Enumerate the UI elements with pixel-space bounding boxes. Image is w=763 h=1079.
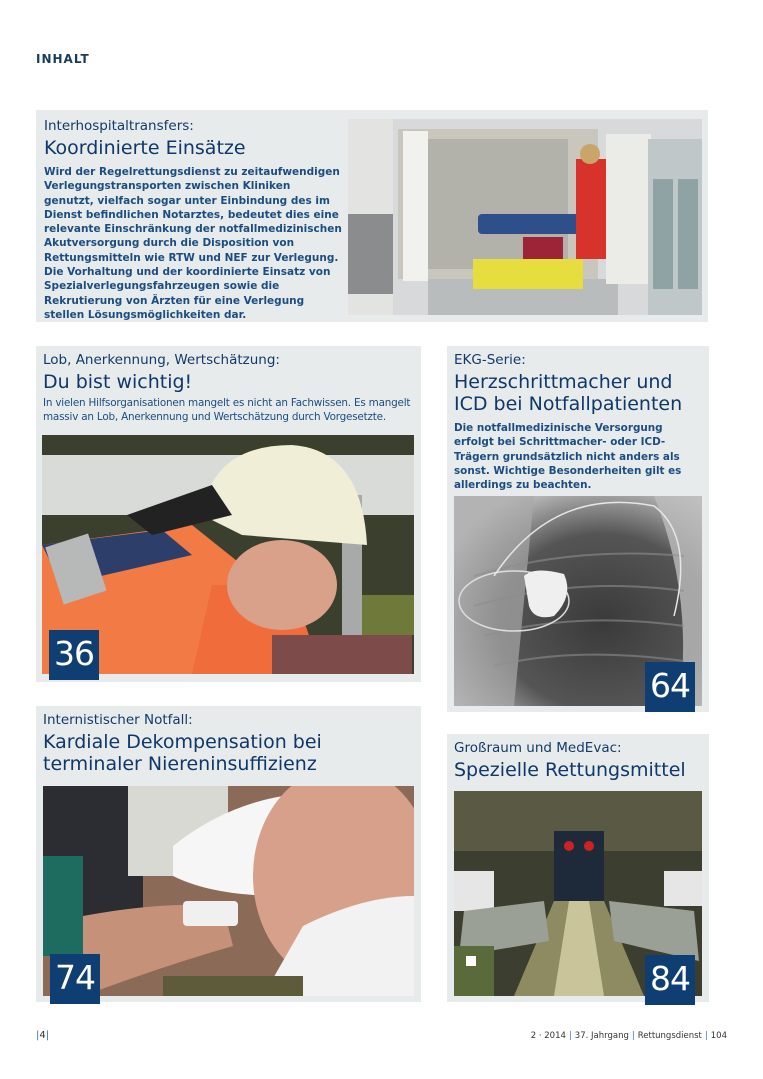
page-badge[interactable]: 74 — [50, 954, 100, 1004]
divider: | — [631, 1031, 635, 1041]
journal-name: Rettungsdienst — [637, 1031, 702, 1041]
article-kicker: EKG-Serie: — [454, 352, 526, 368]
ambulance-stretcher-photo — [348, 119, 702, 315]
article-body: Wird der Regelrettungsdienst zu zeitaufwendigen Verlegungstransporten zwischen Kliniken genutzt, vielfach sogar unter Einbindung des im Dienst befindlichen Notarztes, bedeutet dies eine relevante Einschränkung der notfallmedizinischen Akutversorgung durch die Disposition von Rettungsmitteln wie RTW und NEF zur Verlegung. Die Vorhaltung und der koordinierte Einsatz von Spezialverlegungsfahrzeugen sowie die Rekrutierung von Ärzten für eine Verlegung stellen Lösungsmöglichkeiten dar. — [44, 166, 342, 321]
article-body: Die notfallmedizinische Versorgung erfolgt bei Schrittmacher- oder ICD-Trägern grundsätzlich nicht anders als sonst. Wichtige Besonderheiten gilt es allerdings zu beachten. — [454, 422, 682, 492]
article-spezielle-rettungsmittel[interactable] — [447, 734, 709, 1002]
page-badge[interactable]: 84 — [645, 955, 695, 1005]
article-headline: Spezielle Rettungsmittel — [454, 759, 686, 781]
article-interhospital[interactable] — [36, 110, 708, 322]
article-herzschrittmacher[interactable] — [447, 346, 709, 712]
divider: | — [45, 1030, 50, 1041]
article-headline: Koordinierte Einsätze — [44, 137, 246, 159]
article-kardiale-dekompensation[interactable] — [36, 706, 421, 1002]
article-headline: Kardiale Dekompensation bei terminaler Niereninsuffizienz — [43, 731, 322, 775]
footer-page-number — [36, 1030, 49, 1041]
journal-page: 104 — [710, 1031, 727, 1041]
page-number: 4 — [39, 1030, 46, 1041]
article-kicker: Lob, Anerkennung, Wertschätzung: — [43, 352, 280, 368]
page-badge[interactable]: 36 — [49, 630, 99, 680]
article-kicker: Internistischer Notfall: — [43, 712, 193, 728]
article-headline: Du bist wichtig! — [43, 371, 193, 393]
article-kicker: Interhospitaltransfers: — [44, 118, 194, 134]
divider: | — [568, 1031, 572, 1041]
page-badge[interactable]: 64 — [645, 662, 695, 712]
article-body: In vielen Hilfsorganisationen mangelt es nicht an Fachwissen. Es mangelt massiv an Lob, Anerkennung und Wertschätzung durch Vorgesetzte. — [43, 397, 411, 423]
divider: | — [704, 1031, 708, 1041]
divider: | — [36, 1030, 40, 1041]
issue: 2 · 2014 — [530, 1031, 566, 1041]
article-headline: Herzschrittmacher und ICD bei Notfallpatienten — [454, 371, 683, 415]
footer-issue-info — [531, 1031, 727, 1041]
article-kicker: Großraum und MedEvac: — [454, 740, 622, 756]
section-label: INHALT — [36, 52, 90, 66]
article-du-bist-wichtig[interactable] — [36, 346, 421, 682]
volume: 37. Jahrgang — [574, 1031, 629, 1041]
